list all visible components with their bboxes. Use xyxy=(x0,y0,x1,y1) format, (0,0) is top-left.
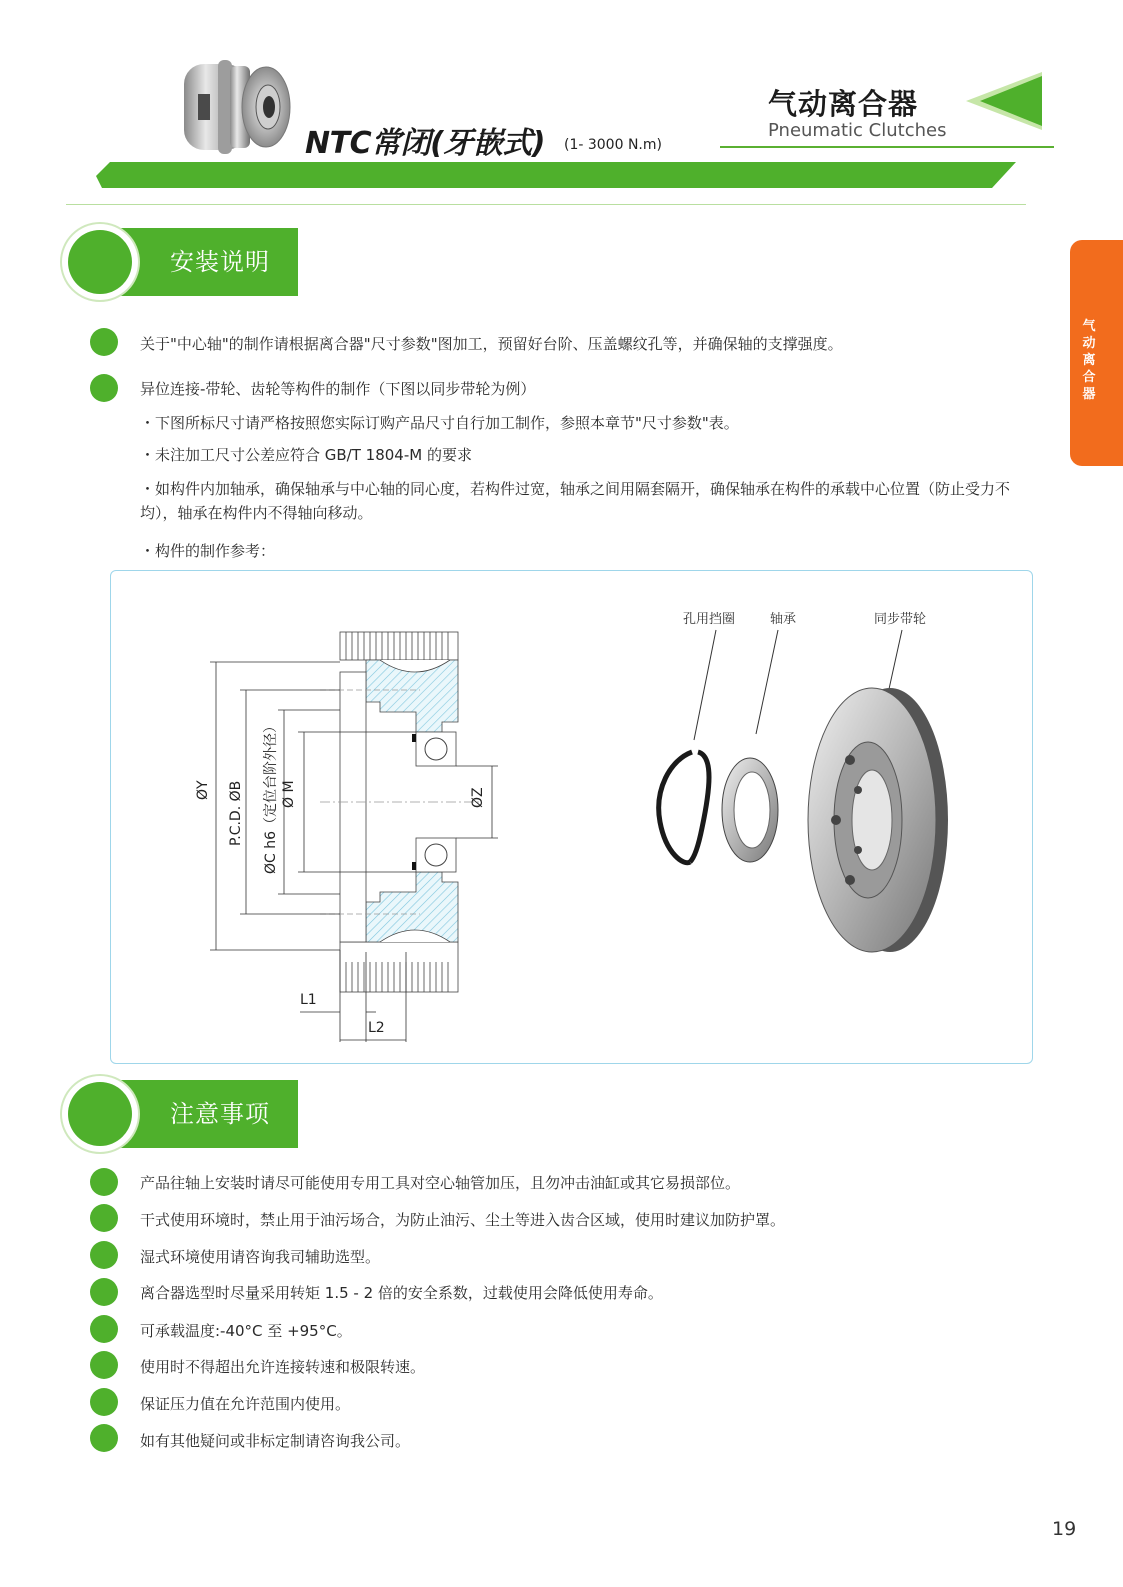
notes-bullet-1: 产品往轴上安装时请尽可能使用专用工具对空心轴管加压，且勿冲击油缸或其它易损部位。 xyxy=(140,1174,741,1192)
notes-bullet-8: 如有其他疑问或非标定制请咨询我公司。 xyxy=(140,1432,411,1450)
bullet-icon xyxy=(90,1168,118,1196)
bullet-icon xyxy=(90,1424,118,1452)
dimension-l2-label: L2 xyxy=(368,1020,385,1036)
section-header-dot xyxy=(68,230,132,294)
bullet-icon xyxy=(90,1241,118,1269)
install-sub-item-1: ・下图所标尺寸请严格按照您实际订购产品尺寸自行加工制作，参照本章节"尺寸参数"表。 xyxy=(140,414,739,432)
part-label-snap-ring: 孔用挡圈 xyxy=(683,612,736,627)
install-sub-item-2: ・未注加工尺寸公差应符合 GB/T 1804-M 的要求 xyxy=(140,446,472,464)
notes-section-header xyxy=(62,1076,302,1152)
section-header-dot xyxy=(68,1082,132,1146)
category-title-cn: 气动离合器 xyxy=(768,87,919,121)
bullet-icon xyxy=(90,1351,118,1379)
notes-bullet-5: 可承载温度:-40°C 至 +95°C。 xyxy=(140,1322,352,1340)
clutch-product-photo xyxy=(178,52,293,162)
header-underline xyxy=(66,204,1026,205)
dimension-c-label: ØC h6（定位台阶外径） xyxy=(263,718,279,874)
bullet-icon xyxy=(90,1204,118,1232)
notes-section-title: 注意事项 xyxy=(170,1100,270,1128)
dimension-l1-label: L1 xyxy=(300,992,317,1008)
dimension-z-label: ØZ xyxy=(470,787,486,808)
install-bullet-2: 异位连接-带轮、齿轮等构件的制作（下图以同步带轮为例） xyxy=(140,380,536,398)
exploded-parts-illustration xyxy=(640,600,1000,960)
bullet-icon xyxy=(90,328,118,356)
part-label-bearing: 轴承 xyxy=(770,612,797,627)
notes-bullet-2: 干式使用环境时，禁止用于油污场合，为防止油污、尘土等进入齿合区域，使用时建议加防护罩。 xyxy=(140,1211,786,1229)
dimension-m-label: Ø M xyxy=(281,780,297,808)
notes-bullet-4: 离合器选型时尽量采用转矩 1.5 - 2 倍的安全系数，过载使用会降低使用寿命。 xyxy=(140,1284,663,1302)
install-section-header xyxy=(62,224,302,300)
dimension-y-label: ØY xyxy=(195,780,211,800)
install-section-title: 安装说明 xyxy=(170,248,270,276)
install-bullet-1: 关于"中心轴"的制作请根据离合器"尺寸参数"图加工，预留好台阶、压盖螺纹孔等，并确保轴的支撑强度。 xyxy=(140,335,843,353)
torque-range: (1- 3000 N.m) xyxy=(564,137,662,153)
part-label-pulley: 同步带轮 xyxy=(874,612,927,627)
bullet-icon xyxy=(90,374,118,402)
bullet-icon xyxy=(90,1315,118,1343)
chapter-side-tab-label: 气动离合器 xyxy=(1082,319,1096,402)
bullet-icon xyxy=(90,1278,118,1306)
bullet-icon xyxy=(90,1388,118,1416)
notes-bullet-6: 使用时不得超出允许连接转速和极限转速。 xyxy=(140,1358,426,1376)
product-title: NTC常闭(牙嵌式) xyxy=(305,126,546,161)
green-arrow-icon xyxy=(964,70,1044,132)
header-divider xyxy=(720,146,1054,148)
page-number: 19 xyxy=(1052,1518,1077,1540)
install-sub-item-3: ・如构件内加轴承，确保轴承与中心轴的同心度，若构件过宽，轴承之间用隔套隔开，确保轴承在构件的承载中心位置（防止受力不均），轴承在构件内不得轴向移动。 xyxy=(140,480,1011,522)
notes-bullet-7: 保证压力值在允许范围内使用。 xyxy=(140,1395,351,1413)
dimension-pcd-label: P.C.D. ØB xyxy=(228,780,244,846)
header-green-band xyxy=(96,158,1016,192)
notes-bullet-3: 湿式环境使用请咨询我司辅助选型。 xyxy=(140,1248,381,1266)
category-title-en: Pneumatic Clutches xyxy=(768,120,947,141)
install-sub-item-4: ・构件的制作参考： xyxy=(140,542,276,560)
